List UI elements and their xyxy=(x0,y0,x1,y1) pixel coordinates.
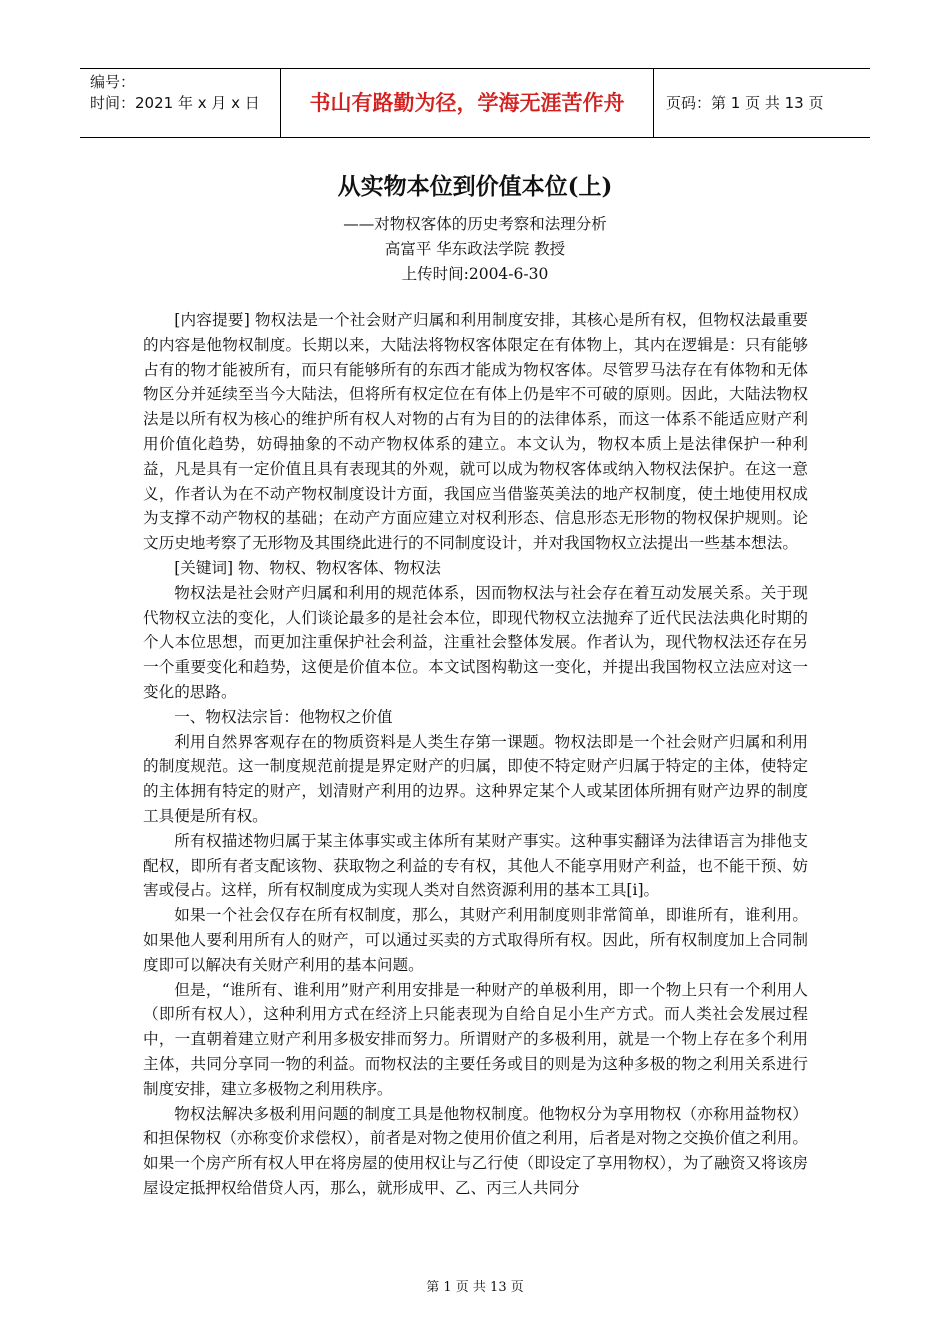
body-paragraph: 物权法是社会财产归属和利用的规范体系，因而物权法与社会存在着互动发展关系。关于现代物权立法的变化，人们谈论最多的是社会本位，即现代物权立法抛弃了近代民法法典化时期的个人本位思想，而更加注重保护社会利益，注重社会整体发展。作者认为，现代物权法还存在另一个重要变化和趋势，这便是价值本位。本文试图构勒这一变化，并提出我国物权立法应对这一变化的思路。 xyxy=(143,583,808,701)
serial-label: 编号： xyxy=(90,73,136,91)
article-subtitle: ——对物权客体的历史考察和法理分析 xyxy=(343,215,607,233)
header-motto: 书山有路勤为径，学海无涯苦作舟 xyxy=(281,69,654,137)
section-heading: 一、物权法宗旨：他物权之价值 xyxy=(174,707,393,726)
header-table xyxy=(80,68,870,138)
article-body xyxy=(143,308,808,1201)
body-paragraph: 如果一个社会仅存在所有权制度，那么，其财产利用制度则非常简单，即谁所有，谁利用。如果他人要利用所有人的财产，可以通过买卖的方式取得所有权。因此，所有权制度加上合同制度即可以解决有关财产利用的基本问题。 xyxy=(143,906,808,974)
article-author: 高富平 华东政法学院 教授 xyxy=(384,240,566,258)
time-label: 时间：2021 年 x 月 x 日 xyxy=(90,94,260,112)
page-footer: 第 1 页 共 13 页 xyxy=(426,1280,524,1295)
body-paragraph: 物权法解决多极利用问题的制度工具是他物权制度。他物权分为享用物权（亦称用益物权）和担保物权（亦称变价求偿权），前者是对物之使用价值之利用，后者是对物之交换价值之利用。如果一个房产所有权人甲在将房屋的使用权让与乙行使（即设定了享用物权），为了融资又将该房屋设定抵押权给借贷人丙，那么，就形成甲、乙、丙三人共同分 xyxy=(143,1104,808,1197)
body-paragraph: 利用自然界客观存在的物质资料是人类生存第一课题。物权法即是一个社会财产归属和利用的制度规范。这一制度规范前提是界定财产的归属，即使不特定财产归属于特定的主体，使特定的主体拥有特定的财产，划清财产利用的边界。这种界定某个人或某团体所拥有财产边界的制度工具便是所有权。 xyxy=(143,732,808,825)
upload-time: 上传时间:2004-6-30 xyxy=(401,265,549,283)
abstract-paragraph: [内容提要] 物权法是一个社会财产归属和利用制度安排，其核心是所有权，但物权法最重要的内容是他物权制度。长期以来，大陆法将物权客体限定在有体物上，其内在逻辑是：只有能够占有的物才能被所有，而只有能够所有的东西才能成为物权客体。尽管罗马法存在有体物和无体物区分并延续至当今大陆法，但将所有权定位在有体上仍是牢不可破的原则。因此，大陆法物权法是以所有权为核心的维护所有权人对物的占有为目的的法律体系，而这一体系不能适应财产利用价值化趋势，妨碍抽象的不动产物权体系的建立。本文认为，物权本质上是法律保护一种利益，凡是具有一定价值且具有表现其的外观，就可以成为物权客体或纳入物权法保护。在这一意义，作者认为在不动产物权制度设计方面，我国应当借鉴英美法的地产权制度，使土地使用权成为支撑不动产物权的基础；在动产方面应建立对权利形态、信息形态无形物的物权保护规则。论文历史地考察了无形物及其围绕此进行的不同制度设计，并对我国物权立法提出一些基本想法。 xyxy=(143,311,808,553)
keywords-paragraph: [关键词] 物、物权、物权客体、物权法 xyxy=(174,558,441,577)
body-paragraph: 所有权描述物归属于某主体事实或主体所有某财产事实。这种事实翻译为法律语言为排他支配权，即所有者支配该物、获取物之利益的专有权，其他人不能享用财产利益，也不能干预、妨害或侵占。这样，所有权制度成为实现人类对自然资源利用的基本工具[i]。 xyxy=(143,831,808,900)
article-title: 从实物本位到价值本位(上) xyxy=(337,173,613,200)
header-info-cell xyxy=(80,69,281,137)
body-paragraph: 但是，“谁所有、谁利用”财产利用安排是一种财产的单极利用，即一个物上只有一个利用人（即所有权人），这种利用方式在经济上只能表现为自给自足小生产方式。而人类社会发展过程中，一直朝着建立财产利用多极安排而努力。所谓财产的多极利用，就是一个物上存在多个利用主体，共同分享同一物的利益。而物权法的主要任务或目的则是为这种多极的物之利用关系进行制度安排，建立多极物之利用秩序。 xyxy=(143,980,808,1098)
header-page-label: 页码：第 1 页 共 13 页 xyxy=(666,94,824,112)
